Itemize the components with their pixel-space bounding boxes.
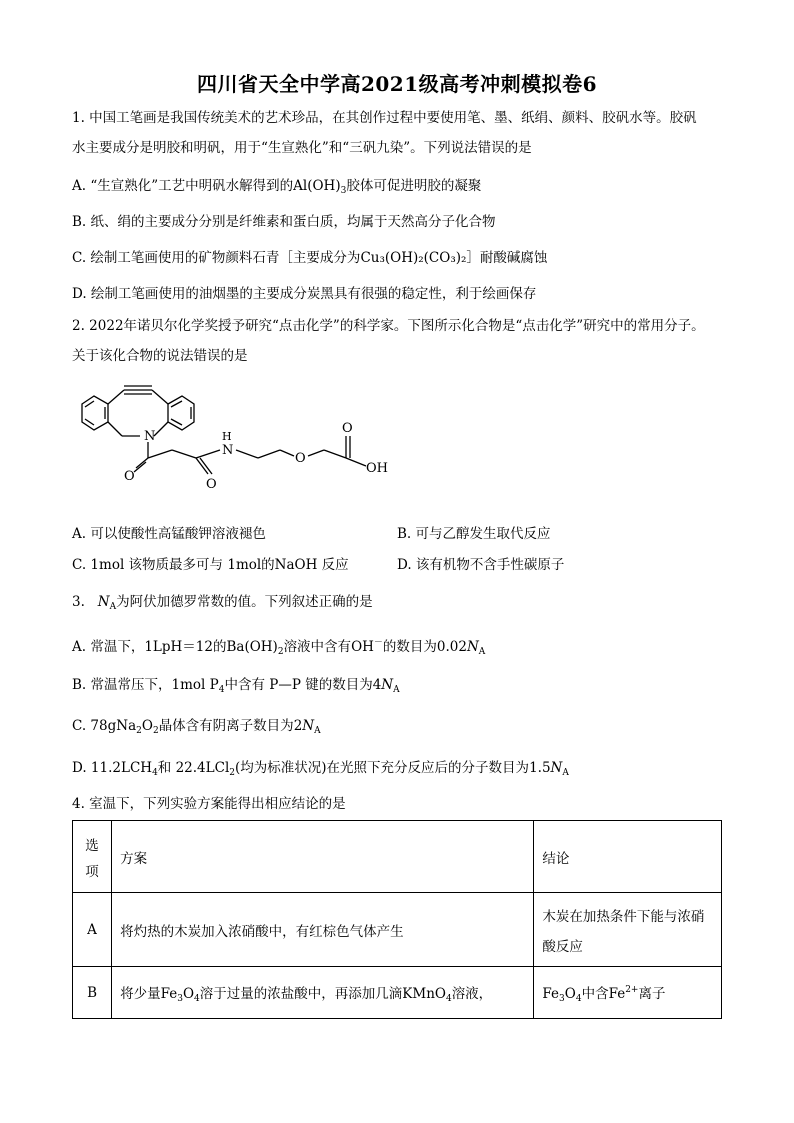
- row-a-conclusion: 木炭在加热条件下能与浓硝 酸反应: [534, 893, 722, 967]
- label-acid-oh: OH: [366, 461, 388, 476]
- label-amide-h: H: [222, 430, 232, 443]
- q3-option-a: A. 常温下，1LpH＝12的$Ba(OH)_2$溶液中含有OH－的数目为$0.02N_A$: [72, 638, 486, 657]
- row-b-plan: 将少量$Fe_3O_4$溶于过量的浓盐酸中，再添加几滴KMnO$_4$溶液，: [112, 967, 534, 1019]
- molecule-labels: [124, 421, 388, 492]
- q3-stem: 3. $N_A$为阿伏加德罗常数的值。下列叙述正确的是: [72, 594, 373, 612]
- label-acid-o: O: [342, 421, 353, 436]
- q1-stem-line1: 1. 中国工笔画是我国传统美术的艺术珍品，在其创作过程中要使用笔、墨、纸绢、颜料、胶矾水等。胶矾: [72, 110, 697, 126]
- q2-stem-line1: 2. 2022年诺贝尔化学奖授予研究“点击化学”的科学家。下图所示化合物是“点击化学”研究中的常用分子。: [72, 318, 705, 334]
- q1-option-d: D. 绘制工笔画使用的油烟墨的主要成分炭黑具有很强的稳定性，利于绘画保存: [72, 286, 537, 302]
- row-b-option: B: [73, 967, 112, 1019]
- table-row: [73, 967, 722, 1019]
- header-plan: 方案: [112, 821, 534, 893]
- label-carbonyl-o2: O: [206, 477, 217, 492]
- header-option: 选 项: [73, 821, 112, 893]
- row-a-plan: 将灼热的木炭加入浓硝酸中，有红棕色气体产生: [112, 893, 534, 967]
- q2-option-a: A. 可以使酸性高锰酸钾溶液褪色: [72, 526, 266, 542]
- q4-stem: 4. 室温下，下列实验方案能得出相应结论的是: [72, 796, 346, 812]
- q2-option-d: D. 该有机物不含手性碳原子: [397, 557, 565, 573]
- table-header-row: [73, 821, 722, 893]
- q2-stem-line2: 关于该化合物的说法错误的是: [72, 348, 248, 364]
- header-conclusion: 结论: [534, 821, 722, 893]
- q3-option-d: D. $11.2LCH_4$和 22.4LCl$_2$(均为标准状况)在光照下充分反应后的分子数目为$1.5N_A$: [72, 760, 569, 778]
- row-b-conclusion: $Fe_3O_4$中含$Fe^{2+}$离子: [534, 967, 722, 1019]
- q3-option-c: C. $78gNa_2O_2$晶体含有阴离子数目为$2N_A$: [72, 718, 321, 736]
- label-ether-o: O: [295, 451, 306, 466]
- row-a-option: A: [73, 893, 112, 967]
- exam-title: 四川省天全中学高2021级高考冲刺模拟卷6: [196, 72, 598, 96]
- experiment-table: [72, 820, 722, 1019]
- label-ring-n: N: [144, 429, 156, 444]
- q1-option-b: B. 纸、绢的主要成分分别是纤维素和蛋白质，均属于天然高分子化合物: [72, 214, 496, 230]
- q2-option-b: B. 可与乙醇发生取代反应: [397, 526, 551, 542]
- label-carbonyl-o1: O: [124, 469, 135, 484]
- label-amide-n: N: [222, 443, 234, 458]
- molecule-structure: [72, 376, 402, 496]
- q3-option-b: B. 常温常压下，1mol $P_4$中含有 P—P 键的数目为$4N_A$: [72, 677, 400, 695]
- q1-option-c: C. 绘制工笔画使用的矿物颜料石青［主要成分为Cu₃(OH)₂(CO₃)₂］耐酸碱腐蚀: [72, 250, 548, 266]
- table-row: [73, 893, 722, 967]
- q1-stem-line2: 水主要成分是明胶和明矾，用于“生宣熟化”和“三矾九染”。下列说法错误的是: [72, 140, 532, 156]
- q2-option-c: C. 1mol 该物质最多可与 1mol的NaOH 反应: [72, 557, 349, 573]
- q1-option-a: A. “生宣熟化”工艺中明矾水解得到的$Al(OH)_3$胶体可促进明胶的凝聚: [72, 178, 482, 196]
